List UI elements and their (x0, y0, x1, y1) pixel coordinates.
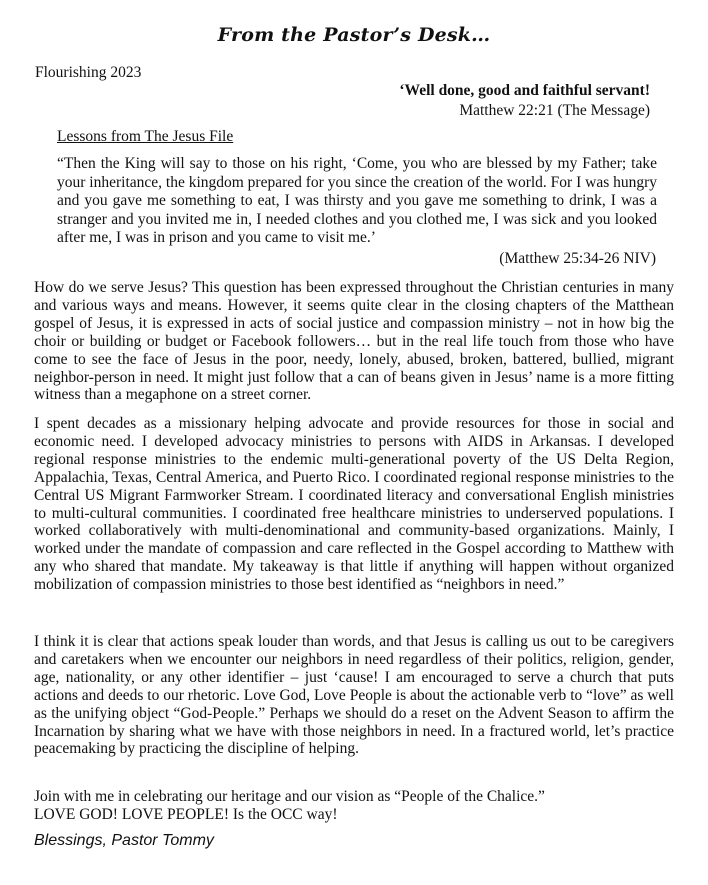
body-paragraph: How do we serve Jesus? This question has been expressed throughout the Christian centuries in many and various ways and means. However, it seems quite clear in the closing chapters of the Matthean gospel of Jesus, it is expressed in acts of social justice and compassion ministry – not in how big the choir or building or budget or Facebook followers… but in the real life touch from those who have come to see the face of Jesus in the poor, needy, lonely, abused, broken, battered, bullied, migrant neighbor-person in need. It might just follow that a can of beans given in Jesus’ name is a more fitting witness than a megaphone on a street corner. (34, 279, 674, 404)
issue-label: Flourishing 2023 (35, 64, 142, 81)
section-heading: Lessons from The Jesus File (57, 128, 234, 145)
closing-slogan: LOVE GOD! LOVE PEOPLE! Is the OCC way! (34, 806, 338, 823)
body-paragraph: I spent decades as a missionary helping advocate and provide resources for those in social and economic need. I developed advocacy ministries to persons with AIDS in Arkansas. I developed regional response ministries to the endemic multi-generational poverty of the US Delta Region, Appalachia, Texas, Central America, and Puerto Rico. I coordinated regional response ministries to the Central US Migrant Farmworker Stream. I coordinated literacy and conversational English ministries to multi-cultural communities. I coordinated free healthcare ministries to underserved populations. I worked collaboratively with multi-denominational and community-based organizations. Mainly, I worked under the mandate of compassion and care reflected in the Gospel according to Matthew with any who shared that mandate. My takeaway is that little if anything will happen without organized mobilization of compassion ministries to those best identified as “neighbors in need.” (34, 415, 674, 594)
closing-line: Join with me in celebrating our heritage and our vision as “People of the Chalice.” (34, 788, 545, 805)
closing-block (34, 788, 674, 824)
scripture-quote: “Then the King will say to those on his right, ‘Come, you who are blessed by my Father; take your inheritance, the kingdom prepared for you since the creation of the world. For I was hungry and you gave me something to eat, I was thirsty and you gave me something to drink, I was a stranger and you invited me in, I needed clothes and you clothed me, I was sick and you looked after me, I was in prison and you came to visit me.’ (57, 155, 658, 246)
epigraph-reference: Matthew 22:21 (The Message) (459, 102, 650, 119)
scripture-reference: (Matthew 25:34-26 NIV) (499, 250, 656, 267)
signature: Blessings, Pastor Tommy (34, 832, 214, 849)
epigraph-quote: ‘Well done, good and faithful servant! (399, 82, 650, 99)
page-title: From the Pastor’s Desk… (217, 24, 491, 46)
body-paragraph: I think it is clear that actions speak louder than words, and that Jesus is calling us out to be caregivers and caretakers when we encounter our neighbors in need regardless of their politics, religion, gender, age, nationality, or any other identifier – just ‘cause! I am encouraged to serve a church that puts actions and deeds to our rhetoric. Love God, Love People is about the actionable verb to “love” as well as the unifying object “God-People.” Perhaps we should do a reset on the Advent Season to affirm the Incarnation by sharing what we have with those neighbors in need. In a fractured world, let’s practice peacemaking by practicing the discipline of helping. (34, 633, 674, 758)
